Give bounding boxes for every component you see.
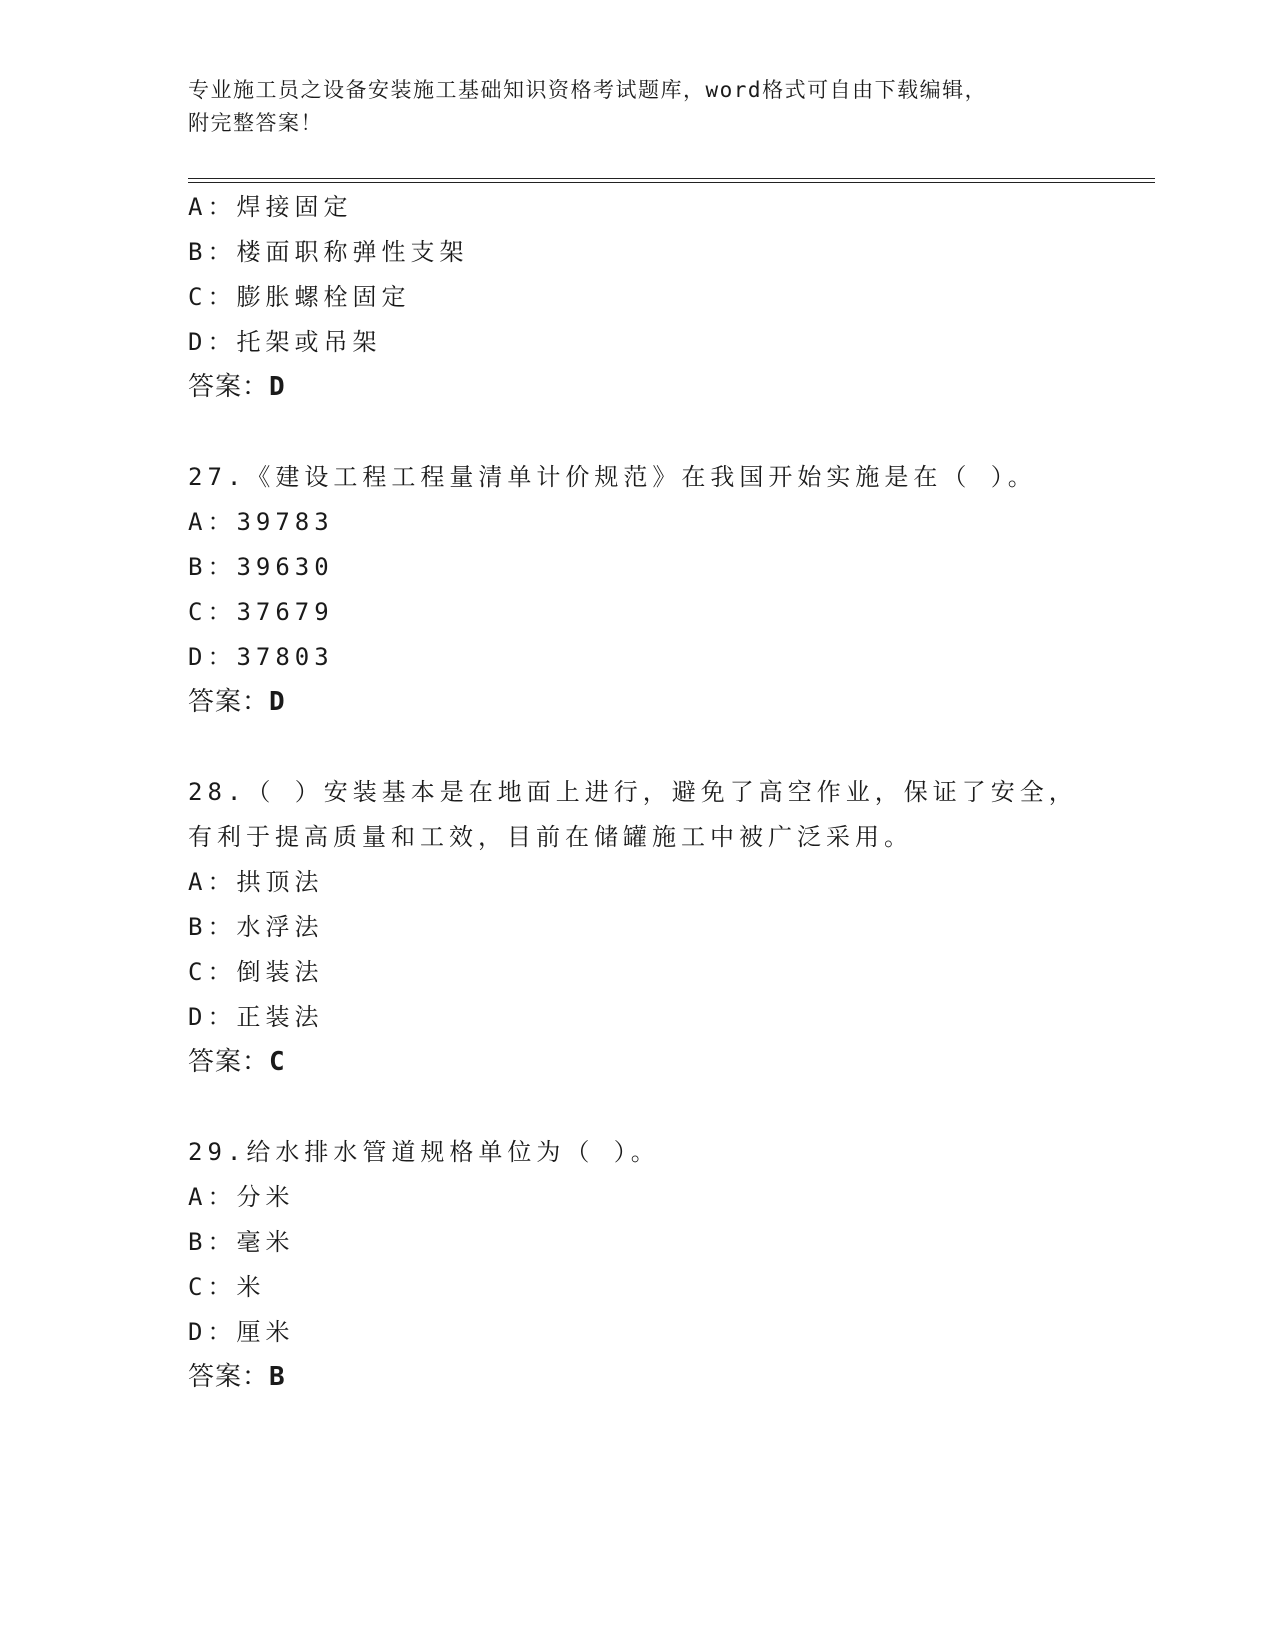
header-line-2: 附完整答案！	[188, 111, 323, 135]
q26-answer-value: D	[269, 372, 285, 402]
header-line-1: 专业施工员之设备安装施工基础知识资格考试题库，word格式可自由下载编辑，	[188, 78, 988, 102]
document-header	[188, 74, 1088, 140]
q28-option-a: A：拱顶法	[188, 868, 324, 896]
q26-answer-label: 答案：	[188, 372, 270, 402]
q28-option-d: D：正装法	[188, 1003, 324, 1031]
q29-answer-label: 答案：	[188, 1362, 270, 1392]
q28-answer-label: 答案：	[188, 1047, 270, 1077]
q28-question-line-1: 28.（ ）安装基本是在地面上进行，避免了高空作业，保证了安全，	[188, 778, 1078, 806]
q27-option-b: B：39630	[188, 553, 334, 581]
q29-answer	[188, 1362, 285, 1392]
q26-option-c: C：膨胀螺栓固定	[188, 283, 411, 311]
q28-answer	[188, 1047, 285, 1077]
q29-option-a: A：分米	[188, 1183, 295, 1211]
q28-option-c: C：倒装法	[188, 958, 324, 986]
header-divider-top	[188, 178, 1155, 179]
q26-option-a: A：焊接固定	[188, 193, 353, 221]
q29-option-c: C：米	[188, 1273, 266, 1301]
q29-question: 29.给水排水管道规格单位为（ ）。	[188, 1138, 660, 1166]
q26-option-d: D：托架或吊架	[188, 328, 382, 356]
q27-option-a: A：39783	[188, 508, 334, 536]
q28-option-b: B：水浮法	[188, 913, 324, 941]
q27-answer-value: D	[269, 687, 285, 717]
q27-option-c: C：37679	[188, 598, 334, 626]
q29-answer-value: B	[269, 1362, 285, 1392]
q29-option-b: B：毫米	[188, 1228, 295, 1256]
q28-answer-value: C	[269, 1047, 285, 1077]
q28-question-line-2: 有利于提高质量和工效，目前在储罐施工中被广泛采用。	[188, 823, 913, 851]
q27-answer	[188, 687, 285, 717]
q27-option-d: D：37803	[188, 643, 334, 671]
q27-question: 27.《建设工程工程量清单计价规范》在我国开始实施是在（ ）。	[188, 463, 1037, 491]
header-divider-bottom	[188, 182, 1155, 183]
q26-option-b: B：楼面职称弹性支架	[188, 238, 469, 266]
q27-answer-label: 答案：	[188, 687, 270, 717]
q29-option-d: D：厘米	[188, 1318, 295, 1346]
q26-answer	[188, 372, 285, 402]
